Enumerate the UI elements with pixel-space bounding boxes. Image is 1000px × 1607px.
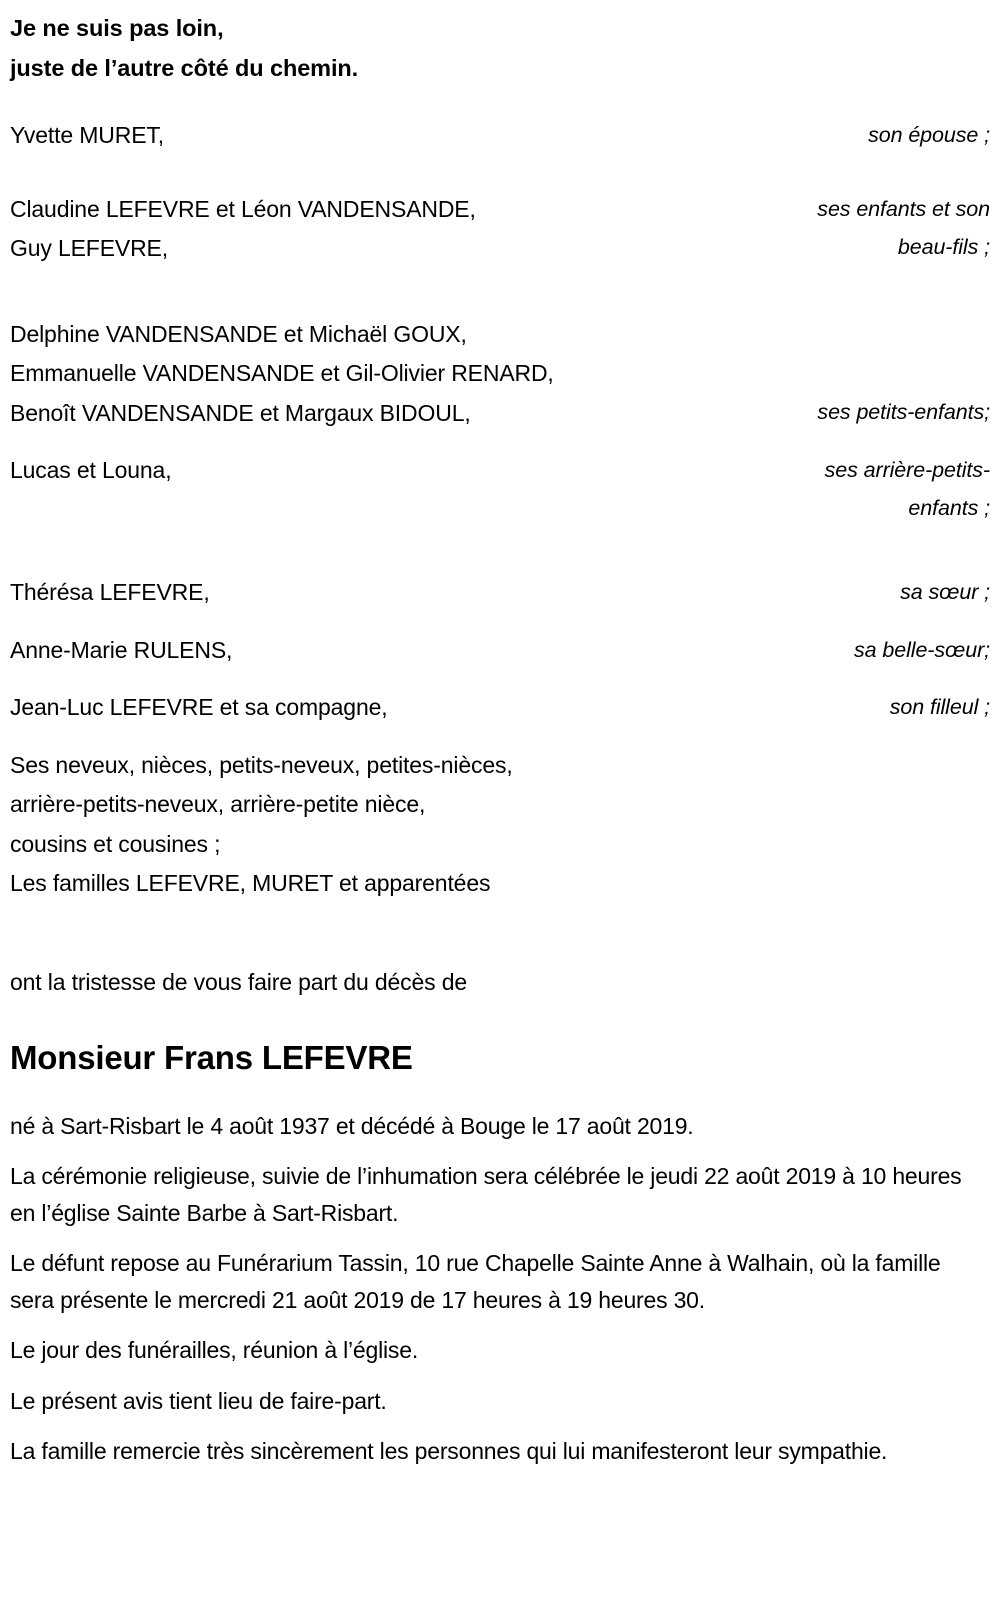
relation-labels xyxy=(728,190,990,266)
relation-label: sa belle-sœur; xyxy=(854,637,990,662)
relation-names xyxy=(10,451,171,491)
spacer xyxy=(10,433,990,451)
deceased-name: Monsieur Frans LEFEVRE xyxy=(10,1038,413,1076)
spacer xyxy=(10,613,990,631)
name-line: cousins et cousines ; xyxy=(10,830,221,857)
relation-label: ses petits-enfants; xyxy=(817,399,990,424)
relation-label: beau-fils ; xyxy=(897,234,990,259)
relation-label: sa sœur ; xyxy=(900,580,990,604)
relation-labels xyxy=(728,315,990,431)
name-line: Emmanuelle VANDENSANDE et Gil-Olivier RENARD, xyxy=(10,360,554,386)
name-line: Yvette MURET, xyxy=(10,122,164,148)
reunion-paragraph: Le jour des funérailles, réunion à l’église. xyxy=(10,1337,419,1363)
name-line: Benoît VANDENSANDE et Margaux BIDOUL, xyxy=(10,399,471,426)
relation-labels xyxy=(728,116,990,154)
relation-names xyxy=(10,116,164,156)
name-line: Ses neveux, nièces, petits-neveux, petites-nièces, xyxy=(10,751,513,778)
ceremony-paragraph: La cérémonie religieuse, suivie de l’inhumation sera célébrée le jeudi 22 août 2019 à 10 heures en l’église Sainte Barbe à Sart-Risbart. xyxy=(10,1163,962,1226)
relation-names xyxy=(10,746,513,904)
name-line: Thérésa LEFEVRE, xyxy=(10,579,210,605)
relation-labels xyxy=(728,451,990,527)
relation-names xyxy=(10,631,232,671)
notice-paragraph: Le présent avis tient lieu de faire-part. xyxy=(10,1387,387,1414)
details-block xyxy=(10,1108,990,1470)
relation-names xyxy=(10,573,210,613)
name-line: Delphine VANDENSANDE et Michaël GOUX, xyxy=(10,320,467,347)
epigraph-line-2: juste de l’autre côté du chemin. xyxy=(10,55,359,81)
relation-group-sister xyxy=(10,573,990,613)
announcement-lead: ont la tristesse de vous faire part du décès de xyxy=(10,968,468,995)
thanks-paragraph: La famille remercie très sincèrement les personnes qui lui manifesteront leur sympathie. xyxy=(10,1438,888,1464)
name-line: Lucas et Louna, xyxy=(10,457,172,483)
spacer xyxy=(10,156,990,190)
name-line: Anne-Marie RULENS, xyxy=(10,636,233,663)
relation-group-godson xyxy=(10,688,990,728)
relation-labels xyxy=(728,631,990,669)
family-relations-list xyxy=(10,116,990,904)
relation-label: ses enfants et son xyxy=(817,196,990,221)
relation-group-extended-family xyxy=(10,746,990,904)
label-offset xyxy=(728,315,990,393)
name-line: Jean-Luc LEFEVRE et sa compagne, xyxy=(10,694,388,720)
relation-names xyxy=(10,688,387,728)
epigraph xyxy=(10,0,990,88)
spacer xyxy=(10,527,990,573)
relation-label: son épouse ; xyxy=(868,123,990,147)
relation-names xyxy=(10,190,476,269)
relation-labels xyxy=(728,573,990,611)
relation-label: son filleul ; xyxy=(889,695,990,719)
relation-group-sister-in-law xyxy=(10,631,990,671)
relation-labels xyxy=(728,688,990,726)
relation-label: enfants ; xyxy=(908,496,990,520)
name-line: Guy LEFEVRE, xyxy=(10,235,168,261)
relation-group-spouse xyxy=(10,116,990,156)
relation-group-great-grandchildren xyxy=(10,451,990,527)
epigraph-line-1: Je ne suis pas loin, xyxy=(10,15,224,41)
relation-names xyxy=(10,315,554,434)
name-line: arrière-petits-neveux, arrière-petite nièce, xyxy=(10,791,426,817)
funerarium-paragraph: Le défunt repose au Funérarium Tassin, 10 rue Chapelle Sainte Anne à Walhain, où la famille sera présente le mercredi 21 août 2019 de 17 heures à 19 heures 30. xyxy=(10,1250,941,1313)
relation-group-grandchildren xyxy=(10,315,990,434)
spacer xyxy=(10,269,990,315)
relation-label: ses arrière-petits- xyxy=(824,458,990,482)
relation-group-children xyxy=(10,190,990,269)
spacer xyxy=(10,670,990,688)
birth-death-line: né à Sart-Risbart le 4 août 1937 et décédé à Bouge le 17 août 2019. xyxy=(10,1112,694,1139)
spacer xyxy=(10,728,990,746)
name-line: Les familles LEFEVRE, MURET et apparentées xyxy=(10,870,491,896)
name-line: Claudine LEFEVRE et Léon VANDENSANDE, xyxy=(10,195,476,222)
